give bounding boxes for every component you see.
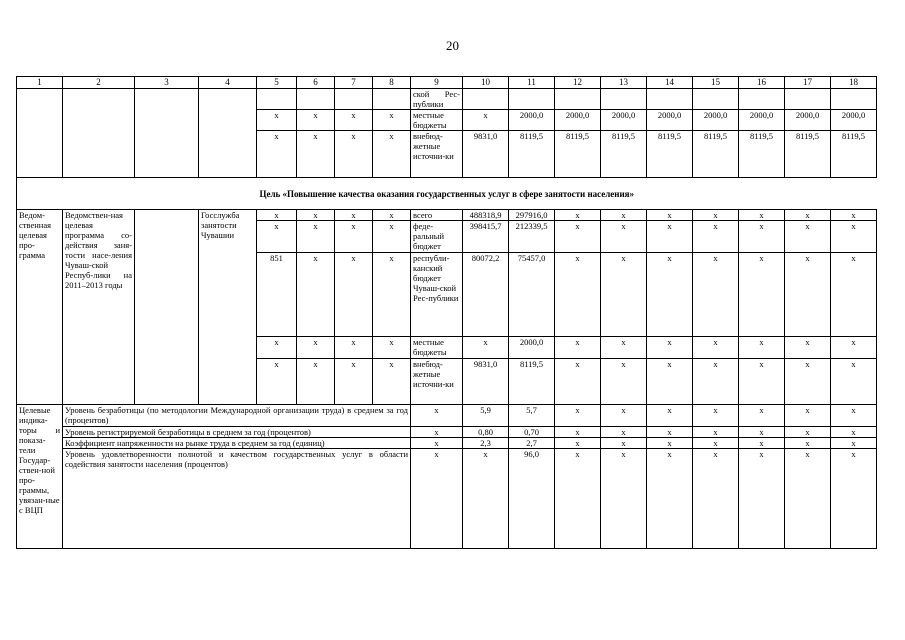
funding-source: феде-ральный бюджет xyxy=(411,221,463,253)
empty-cell xyxy=(335,89,373,110)
table-cell: х xyxy=(555,359,601,405)
empty-cell xyxy=(135,210,199,405)
goal-row xyxy=(17,178,877,210)
table-cell: х xyxy=(555,405,601,427)
table-cell: х xyxy=(335,337,373,359)
empty-cell xyxy=(63,89,135,178)
table-cell: х xyxy=(601,427,647,438)
table-cell: х xyxy=(373,110,411,131)
table-cell: х xyxy=(257,337,297,359)
empty-cell xyxy=(509,89,555,110)
table-cell: х xyxy=(831,449,877,549)
table-cell: 8119,5 xyxy=(831,131,877,178)
table-cell: 8119,5 xyxy=(647,131,693,178)
table-cell: 2000,0 xyxy=(647,110,693,131)
table-cell: х xyxy=(693,221,739,253)
table-cell: х xyxy=(601,253,647,337)
table-cell: 398415,7 xyxy=(463,221,509,253)
empty-cell xyxy=(647,89,693,110)
header-cell: 7 xyxy=(335,77,373,89)
table-cell: 2,7 xyxy=(509,438,555,449)
header-cell: 13 xyxy=(601,77,647,89)
table-cell: х xyxy=(647,438,693,449)
table-cell: 212339,5 xyxy=(509,221,555,253)
empty-cell xyxy=(373,89,411,110)
table-cell: х xyxy=(785,221,831,253)
table-cell: х xyxy=(785,253,831,337)
table-cell: 75457,0 xyxy=(509,253,555,337)
table-cell: х xyxy=(739,359,785,405)
table-cell: х xyxy=(831,405,877,427)
table-cell: х xyxy=(335,221,373,253)
table-cell: 488318,9 xyxy=(463,210,509,221)
table-cell: х xyxy=(601,438,647,449)
table-cell: х xyxy=(335,253,373,337)
table-cell: 2000,0 xyxy=(785,110,831,131)
table-cell: х xyxy=(297,359,335,405)
header-cell: 15 xyxy=(693,77,739,89)
table-cell: х xyxy=(693,449,739,549)
table-cell: х xyxy=(373,359,411,405)
header-cell: 1 xyxy=(17,77,63,89)
table-cell: 8119,5 xyxy=(693,131,739,178)
table-cell: 297916,0 xyxy=(509,210,555,221)
table-cell: х xyxy=(739,221,785,253)
empty-cell xyxy=(831,89,877,110)
header-cell: 4 xyxy=(199,77,257,89)
table-cell: 2,3 xyxy=(463,438,509,449)
table-cell: х xyxy=(693,337,739,359)
table-cell: х xyxy=(647,210,693,221)
page-number: 20 xyxy=(446,38,459,53)
empty-cell xyxy=(555,89,601,110)
table-cell: 8119,5 xyxy=(601,131,647,178)
table-cell: х xyxy=(647,359,693,405)
table-cell: х xyxy=(335,131,373,178)
table-row xyxy=(17,405,877,427)
table-cell: 0,70 xyxy=(509,427,555,438)
empty-cell xyxy=(135,89,199,178)
table-cell: х xyxy=(411,438,463,449)
header-cell: 9 xyxy=(411,77,463,89)
table-cell: х xyxy=(463,449,509,549)
indicators-label: Целевые индика-торы и показа-тели Государ-ствен-ной про-граммы, увязан-ные с ВЦП xyxy=(17,405,63,549)
table-cell: х xyxy=(693,438,739,449)
table-cell: х xyxy=(463,337,509,359)
empty-cell xyxy=(463,89,509,110)
table-cell: х xyxy=(785,438,831,449)
table-cell: х xyxy=(739,210,785,221)
empty-cell xyxy=(785,89,831,110)
table-cell: 80072,2 xyxy=(463,253,509,337)
header-cell: 16 xyxy=(739,77,785,89)
table-cell: х xyxy=(647,427,693,438)
table-cell: х xyxy=(335,210,373,221)
table-cell: х xyxy=(739,449,785,549)
table-cell: х xyxy=(601,337,647,359)
table-row xyxy=(17,438,877,449)
header-cell: 3 xyxy=(135,77,199,89)
table-cell: х xyxy=(257,221,297,253)
table-row xyxy=(17,89,877,110)
table-cell: х xyxy=(785,405,831,427)
funding-source: внебюд-жетные источни-ки xyxy=(411,359,463,405)
table-cell: х xyxy=(555,449,601,549)
table-cell: 8119,5 xyxy=(555,131,601,178)
table-cell: х xyxy=(739,427,785,438)
table-cell: х xyxy=(831,427,877,438)
table-cell: х xyxy=(647,221,693,253)
indicator-name: Уровень регистрируемой безработицы в среднем за год (процентов) xyxy=(63,427,411,438)
table-cell: 5,9 xyxy=(463,405,509,427)
table-cell: 2000,0 xyxy=(739,110,785,131)
empty-cell xyxy=(297,89,335,110)
table-cell: х xyxy=(297,253,335,337)
table-cell: 2000,0 xyxy=(831,110,877,131)
table-cell: х xyxy=(257,210,297,221)
empty-cell xyxy=(257,89,297,110)
table-cell: х xyxy=(411,449,463,549)
empty-cell xyxy=(17,89,63,178)
table-cell: х xyxy=(785,337,831,359)
table-cell: х xyxy=(601,210,647,221)
funding-source: всего xyxy=(411,210,463,221)
empty-cell xyxy=(693,89,739,110)
header-cell: 11 xyxy=(509,77,555,89)
header-cell: 2 xyxy=(63,77,135,89)
table-cell: х xyxy=(555,221,601,253)
indicator-name: Уровень удовлетворенности полнотой и качеством государственных услуг в области содействия занятости населения (процентов) xyxy=(63,449,411,549)
table-cell: х xyxy=(693,359,739,405)
table-cell: 9831,0 xyxy=(463,359,509,405)
program-name: Ведомствен-ная целевая программа со-действия заня-тости насе-ления Чуваш-ской Респуб-лики на 2011–2013 годы xyxy=(63,210,135,405)
goal-heading: Цель «Повышение качества оказания государственных услуг в сфере занятости населения» xyxy=(17,178,877,210)
header-cell: 18 xyxy=(831,77,877,89)
table-row xyxy=(17,449,877,549)
table-cell: х xyxy=(601,359,647,405)
table-cell: х xyxy=(373,337,411,359)
table-cell: х xyxy=(373,253,411,337)
table-cell: х xyxy=(647,337,693,359)
table-cell: х xyxy=(601,449,647,549)
indicator-name: Уровень безработицы (по методологии Международной организации труда) в среднем за год (процентов) xyxy=(63,405,411,427)
table-cell: х xyxy=(785,427,831,438)
table-cell: 2000,0 xyxy=(509,110,555,131)
table-cell: х xyxy=(297,337,335,359)
table-row xyxy=(17,427,877,438)
table-cell: 5,7 xyxy=(509,405,555,427)
header-cell: 8 xyxy=(373,77,411,89)
table-cell: 851 xyxy=(257,253,297,337)
table-cell: х xyxy=(463,110,509,131)
header-cell: 17 xyxy=(785,77,831,89)
funding-source: местные бюджеты xyxy=(411,110,463,131)
table-cell: х xyxy=(601,221,647,253)
table-cell: х xyxy=(647,449,693,549)
table-cell: х xyxy=(373,131,411,178)
header-cell: 12 xyxy=(555,77,601,89)
table-cell: х xyxy=(257,359,297,405)
table-cell: х xyxy=(693,253,739,337)
table-cell: х xyxy=(785,449,831,549)
table-cell: х xyxy=(647,253,693,337)
table-cell: х xyxy=(555,438,601,449)
table-cell: 9831,0 xyxy=(463,131,509,178)
header-cell: 10 xyxy=(463,77,509,89)
indicator-name: Коэффициент напряженности на рынке труда в среднем за год (единиц) xyxy=(63,438,411,449)
table-cell: 8119,5 xyxy=(509,131,555,178)
table-cell: х xyxy=(555,427,601,438)
header-cell: 6 xyxy=(297,77,335,89)
table-cell: х xyxy=(373,221,411,253)
table-cell: х xyxy=(335,359,373,405)
funding-source: ской Рес-публики xyxy=(411,89,463,110)
budget-table xyxy=(16,76,877,549)
table-cell: 8119,5 xyxy=(739,131,785,178)
table-cell: х xyxy=(693,210,739,221)
table-cell: х xyxy=(831,253,877,337)
header-cell: 5 xyxy=(257,77,297,89)
funding-source: внебюд-жетные источни-ки xyxy=(411,131,463,178)
table-cell: х xyxy=(555,253,601,337)
table-cell: х xyxy=(373,210,411,221)
table-cell: 2000,0 xyxy=(693,110,739,131)
table-cell: 8119,5 xyxy=(785,131,831,178)
funding-source: местные бюджеты xyxy=(411,337,463,359)
table-cell: х xyxy=(297,221,335,253)
header-row xyxy=(17,77,877,89)
table-cell: 2000,0 xyxy=(601,110,647,131)
table-cell: х xyxy=(739,438,785,449)
table-row xyxy=(17,210,877,221)
table-cell: х xyxy=(693,427,739,438)
table-cell: х xyxy=(831,210,877,221)
funding-source: республи-канский бюджет Чуваш-ской Рес-публики xyxy=(411,253,463,337)
table-cell: х xyxy=(297,210,335,221)
table-cell: 8119,5 xyxy=(509,359,555,405)
table-cell: х xyxy=(693,405,739,427)
table-cell: х xyxy=(739,405,785,427)
table-cell: х xyxy=(335,110,373,131)
empty-cell xyxy=(199,89,257,178)
table-cell: 2000,0 xyxy=(555,110,601,131)
table-cell: х xyxy=(411,427,463,438)
executor: Госслужба занятости Чувашии xyxy=(199,210,257,405)
table-cell: х xyxy=(831,438,877,449)
table-cell: х xyxy=(831,221,877,253)
table-cell: 96,0 xyxy=(509,449,555,549)
table-cell: х xyxy=(831,359,877,405)
program-type: Ведом-ственная целевая про-грамма xyxy=(17,210,63,405)
table-cell: х xyxy=(647,405,693,427)
table-cell: х xyxy=(739,253,785,337)
empty-cell xyxy=(601,89,647,110)
table-cell: х xyxy=(601,405,647,427)
table-cell: х xyxy=(831,337,877,359)
table-cell: 0,80 xyxy=(463,427,509,438)
header-cell: 14 xyxy=(647,77,693,89)
table-cell: х xyxy=(785,210,831,221)
table-cell: х xyxy=(739,337,785,359)
table-cell: х xyxy=(257,131,297,178)
table-cell: х xyxy=(297,131,335,178)
empty-cell xyxy=(739,89,785,110)
table-cell: х xyxy=(297,110,335,131)
table-cell: х xyxy=(555,210,601,221)
table-cell: х xyxy=(257,110,297,131)
table-cell: х xyxy=(785,359,831,405)
table-cell: 2000,0 xyxy=(509,337,555,359)
table-cell: х xyxy=(411,405,463,427)
table-cell: х xyxy=(555,337,601,359)
